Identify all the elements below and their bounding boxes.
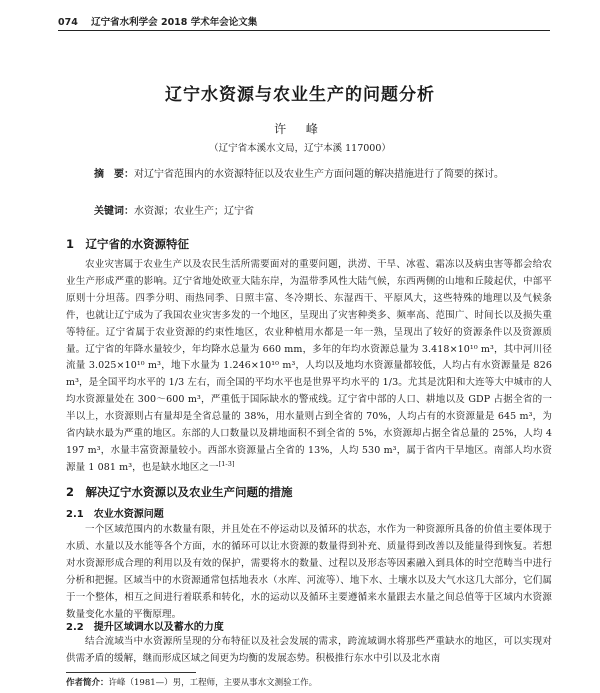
footnote-rule: [66, 672, 196, 673]
subsection-2-1-paragraph: 一个区域范围内的水数量有限，并且处在不停运动以及循环的状态，水作为一种资源所具备的价值主要体现于水质、水量以及水能等各个方面，水的循环可以让水资源的数量得到补充、质量得到改善以及能量得到恢复。若想对水资源形成合理的利用以及有效的保护，需要将水的数量、过程以及形态等因素融入到具体的时空范畴当中进行分析和把握。区域当中的水资源通常包括地表水（水库、河流等）、地下水、土壤水以及大气水这几大部分，它们属于一个整体，相互之间进行着联系和转化，水的运动以及循环主要遵循来水量跟去水量之间总值等于区域内水资源数量变化水量的平衡原理。: [66, 524, 552, 620]
citation: [1-3]: [218, 459, 235, 468]
section-1-text: 农业灾害属于农业生产以及农民生活所需要面对的重要问题，洪涝、干旱、冰雹、霜冻以及病虫害等都会给农业生产形成严重的影响。辽宁省地处欧亚大陆东岸，为温带季风性大陆气候，东西两侧的山地和丘陵起伏，中部平原则十分坦荡。四季分明、雨热同季、日照丰富、冬冷期长、东湿西干、平原风大，这些特殊的地理以及气候条件，也就让辽宁成为了我国农业灾害多发的一个地区，呈现出了灾害种类多、频率高、范围广、时间长以及损失重等特征。辽宁省属于农业资源的约束性地区，农业种植用水都是一年一熟，呈现出了较好的资源条件以及资源质量。辽宁省的年降水量较少，年均降水总量为 660 mm，多年的年均水资源总量为 3.418×10¹⁰ m³，其中河川径流量 3.025×10¹⁰ m³，地下水量为 1.246×10¹⁰ m³，人均以及地均水资源量都较低，人均占有水资源量是 826 m³，是全国平均水平的 1/3 左右，而全国的平均水平也是世界平均水平的 1/3。尤其是沈阳和大连等大中城市的人均水资源量处在 300～600 m³，严重低于国际缺水的警戒线。辽宁省中部的人口、耕地以及 GDP 占据全省的一半以上，水资源则占有量却是全省总量的 38%，用水量则占到全省的 70%，人均占有的水资源量是 645 m³，为省内缺水最为严重的地区。东部的人口数量以及耕地面积不到全省的 5%，水资源却占据全省总量的 25%，人均 4 197 m³，水量丰富资源量较小。西部水资源量占全省的 13%，人均 530 m³，属于省内干旱地区。南部人均水资源量 1 081 m³，也是缺水地区之一: [66, 259, 552, 473]
section-2-heading: 2 解决辽宁水资源以及农业生产问题的措施: [66, 485, 293, 499]
author-affiliation: （辽宁省本溪水文局，辽宁本溪 117000）: [209, 143, 391, 154]
author-name: 许 峰: [274, 122, 326, 136]
abstract-label: 摘 要：: [94, 169, 134, 180]
abstract: [94, 166, 504, 183]
subsection-2-2-heading: 2.2 提升区域调水以及蓄水的力度: [66, 622, 224, 633]
abstract-text: 对辽宁省范围内的水资源特征以及农业生产方面问题的解决措施进行了简要的探讨。: [134, 169, 504, 180]
subsection-2-1-heading: 2.1 农业水资源问题: [66, 509, 164, 520]
keywords-text: 水资源；农业生产；辽宁省: [134, 206, 254, 217]
section-1-paragraph: [66, 257, 552, 477]
author-footnote: [66, 676, 552, 688]
keywords: [94, 202, 504, 217]
subsection-2-2-paragraph: 结合流域当中水资源所呈现的分布特征以及社会发展的需求，跨流域调水将那些严重缺水的地区，可以实现对供需矛盾的缓解，继而形成区域之间更为均衡的发展态势。积极推行东水中引以及北水南: [66, 636, 552, 664]
page-number: 074: [58, 17, 78, 28]
running-header: [58, 14, 550, 28]
keywords-label: 关键词：: [94, 206, 134, 217]
footnote-text: 许峰（1981—）男，工程师，主要从事水文测验工作。: [108, 678, 318, 688]
header-rule: [58, 30, 550, 31]
journal-name: 辽宁省水利学会 2018 学术年会论文集: [91, 17, 258, 28]
paper-title: 辽宁水资源与农业生产的问题分析: [165, 85, 435, 105]
footnote-label: 作者简介：: [66, 678, 109, 688]
section-1-heading: 1 辽宁省的水资源特征: [66, 237, 190, 251]
